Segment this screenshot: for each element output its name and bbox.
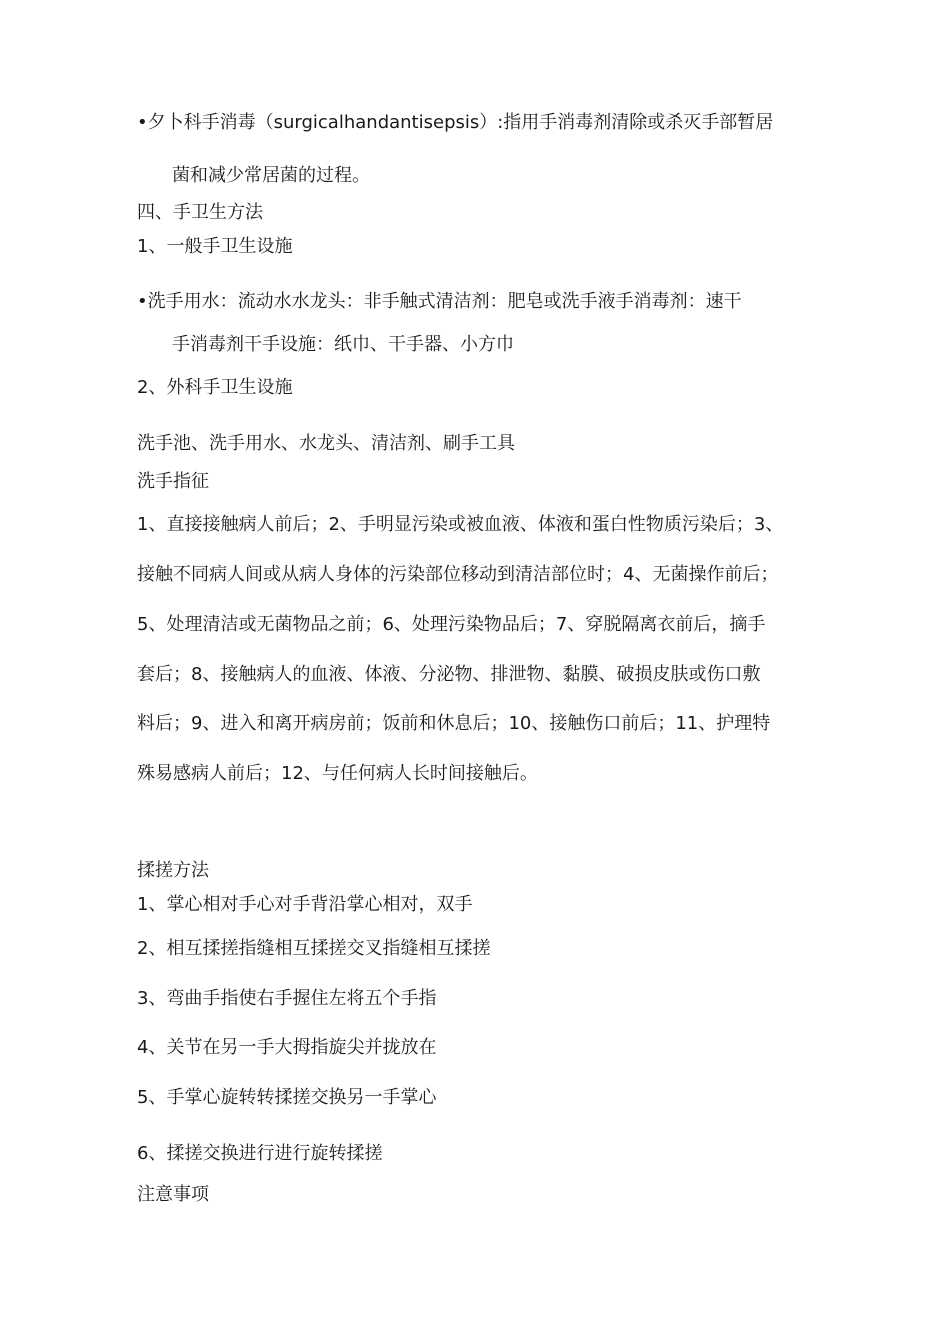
subheading-general-facilities: 1、一般手卫生设施	[137, 236, 293, 257]
indications-line-1: 1、直接接触病人前后；2、手明显污染或被血液、体液和蛋白性物质污染后；3、	[137, 514, 784, 535]
indications-line-5: 料后；9、进入和离开病房前；饭前和休息后；10、接触伤口前后；11、护理特	[137, 713, 771, 734]
indications-line-4: 套后；8、接触病人的血液、体液、分泌物、排泄物、黏膜、破损皮肤或伤口敷	[137, 664, 761, 685]
indications-line-3: 5、处理清洁或无菌物品之前；6、处理污染物品后；7、穿脱隔离衣前后，摘手	[137, 614, 766, 635]
indications-line-2: 接触不同病人间或从病人身体的污染部位移动到清洁部位时；4、无菌操作前后；	[137, 564, 779, 585]
indications-line-6: 殊易感病人前后；12、与任何病人长时间接触后。	[137, 763, 538, 784]
heading-rubbing-method: 揉搓方法	[137, 860, 209, 881]
surgical-hand-antisepsis-definition-cont: 菌和减少常居菌的过程。	[172, 165, 370, 186]
rubbing-step-3: 3、弯曲手指使右手握住左将五个手指	[137, 988, 437, 1009]
heading-handwashing-indications: 洗手指征	[137, 471, 209, 492]
rubbing-step-5: 5、手掌心旋转转揉搓交换另一手掌心	[137, 1087, 437, 1108]
rubbing-step-1: 1、掌心相对手心对手背沿掌心相对，双手	[137, 894, 473, 915]
general-facilities-text: •洗手用水：流动水水龙头：非手触式清洁剂：肥皂或洗手液手消毒剂：速干	[137, 291, 742, 312]
general-facilities-text-cont: 手消毒剂干手设施：纸巾、干手器、小方巾	[172, 334, 514, 355]
surgical-hand-antisepsis-definition: •夕卜科手消毒（surgicalhandantisepsis）:指用手消毒剂清除或杀灭手部暂居	[137, 112, 774, 133]
subheading-surgical-facilities: 2、外科手卫生设施	[137, 377, 293, 398]
surgical-facilities-text: 洗手池、洗手用水、水龙头、清洁剂、刷手工具	[137, 433, 515, 454]
rubbing-step-6: 6、揉搓交换进行进行旋转揉搓	[137, 1143, 383, 1164]
rubbing-step-4: 4、关节在另一手大拇指旋尖并拢放在	[137, 1037, 437, 1058]
heading-precautions: 注意事项	[137, 1184, 209, 1205]
rubbing-step-2: 2、相互揉搓指缝相互揉搓交叉指缝相互揉搓	[137, 938, 491, 959]
section-heading-hand-hygiene-methods: 四、手卫生方法	[137, 202, 263, 223]
